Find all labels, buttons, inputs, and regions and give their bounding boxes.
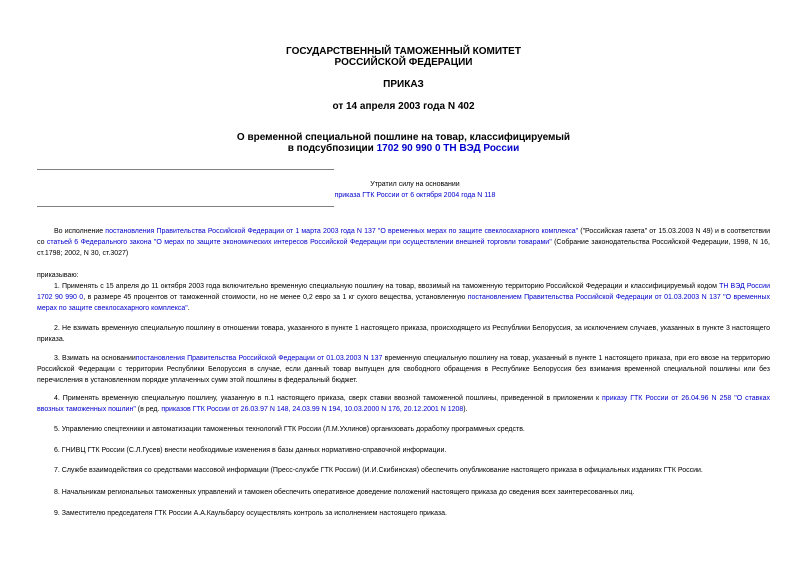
gov-decree-137-link[interactable]: постановления Правительства Российской Федерации от 01.03.2003 N 137 bbox=[135, 355, 383, 362]
item-4 bbox=[37, 393, 770, 415]
preamble bbox=[37, 226, 770, 259]
doc-title-line2 bbox=[0, 143, 807, 154]
bottom-divider bbox=[37, 206, 334, 207]
tn-ved-code-link[interactable]: 1702 90 990 0 ТН ВЭД России bbox=[376, 143, 520, 154]
doc-title-line1: О временной специальной пошлине на товар, классифицируемый bbox=[236, 132, 571, 143]
federal-law-article-6-link[interactable]: статьей 6 Федерального закона "О мерах по защите экономических интересов Российской Федерации при осуществлении внешней торговли товарами" bbox=[46, 239, 552, 246]
tn-ved-link[interactable]: ТН ВЭД России 1702 90 990 0 bbox=[37, 283, 770, 301]
doc-title-prefix: в подсубпозиции bbox=[287, 143, 377, 154]
item-text: . bbox=[187, 305, 190, 312]
preamble-text: ("Российская газета" от 15.03.2003 N 49) и в соответствии со bbox=[37, 228, 770, 246]
customs-duties-order-link[interactable]: приказу ГТК России от 26.04.96 N 258 "О ставках ввозных таможенных пошлин" bbox=[37, 395, 770, 413]
item-text: (в ред. bbox=[135, 406, 162, 413]
item-text: 3. Взимать на основании bbox=[54, 355, 136, 362]
amending-orders-link[interactable]: приказов ГТК России от 26.03.97 N 148, 24.03.99 N 194, 10.03.2000 N 176, 20.12.2001 N 1208 bbox=[161, 406, 464, 413]
item-text: временную специальную пошлину на товар, указанный в пункте 1 настоящего приказа, при его ввозе на территорию Российской Федерации с территории Республики Белоруссия в случае, если данный товар выпущен для свободного обращения в Республике Белоруссия без взимания временной специальной пошлины или без перечисления в установленном порядке уплаченных сумм этой пошлины в федеральный бюджет. bbox=[37, 355, 770, 384]
top-divider bbox=[37, 169, 334, 170]
doc-date-number: от 14 апреля 2003 года N 402 bbox=[332, 101, 475, 112]
doc-type: ПРИКАЗ bbox=[383, 79, 424, 90]
preamble-text: (Собрание законодательства Российской Федерации, 1998, N 16, ст.1798; 2002, N 30, ст.3027) bbox=[37, 239, 770, 257]
org-name-line1: ГОСУДАРСТВЕННЫЙ ТАМОЖЕННЫЙ КОМИТЕТ bbox=[286, 46, 521, 57]
status-note-text: Утратил силу на основании bbox=[370, 181, 460, 188]
order-word: приказываю: bbox=[37, 272, 79, 279]
item-8: 8. Начальникам региональных таможенных управлений и таможен обеспечить оперативное доведение положений настоящего приказа до сведения всех заинтересованных лиц. bbox=[54, 489, 635, 496]
item-text: , в размере 45 процентов от таможенной стоимости, но не менее 0,2 евро за 1 кг сухого вещества, установленную bbox=[83, 294, 468, 301]
item-7: 7. Службе взаимодействия со средствами массовой информации (Пресс-службе ГТК России) (И.И.Скибинская) обеспечить опубликование настоящего приказа в официальных изданиях ГТК России. bbox=[54, 467, 703, 474]
preamble-text: Во исполнение bbox=[54, 228, 106, 235]
item-3 bbox=[37, 353, 770, 386]
item-text: 1. Применять с 15 апреля до 11 октября 2003 года включительно временную специальную пошлину на товар, ввозимый на таможенную территорию Российской Федерации и классифицируемый кодом bbox=[54, 283, 720, 290]
item-text: ). bbox=[463, 406, 468, 413]
gov-decree-137-link[interactable]: постановления Правительства Российской Федерации от 1 марта 2003 года N 137 "О временных мерах по защите свеклосахарного комплекса" bbox=[105, 228, 579, 235]
item-1 bbox=[37, 281, 770, 314]
repeal-order-link[interactable]: приказа ГТК России от 6 октября 2004 года N 118 bbox=[334, 192, 496, 199]
item-5: 5. Управлению спецтехники и автоматизации таможенных технологий ГТК России (Л.М.Ухлинов) организовать доработку программных средств. bbox=[54, 426, 525, 433]
item-6: 6. ГНИВЦ ГТК России (С.Л.Гусев) внести необходимые изменения в базы данных нормативно-справочной информации. bbox=[54, 447, 447, 454]
item-9: 9. Заместителю председателя ГТК России А.А.Каульбарсу осуществлять контроль за исполнением настоящего приказа. bbox=[54, 510, 447, 517]
gov-decree-137-link[interactable]: постановлением Правительства Российской Федерации от 01.03.2003 N 137 "О временных мерах по защите свеклосахарного комплекса" bbox=[37, 294, 771, 312]
status-note-line2 bbox=[300, 190, 530, 201]
org-name-line2: РОССИЙСКОЙ ФЕДЕРАЦИИ bbox=[334, 57, 473, 68]
item-2: 2. Не взимать временную специальную пошлину в отношении товара, указанного в пункте 1 настоящего приказа, происходящего из Республики Белоруссия, за исключением случаев, указанных в пункте 3 настоящего приказа. bbox=[37, 325, 770, 343]
item-text: 4. Применять временную специальную пошлину, указанную в п.1 настоящего приказа, сверх ставки ввозной таможенной пошлины, приведенной в приложении к bbox=[54, 395, 603, 402]
